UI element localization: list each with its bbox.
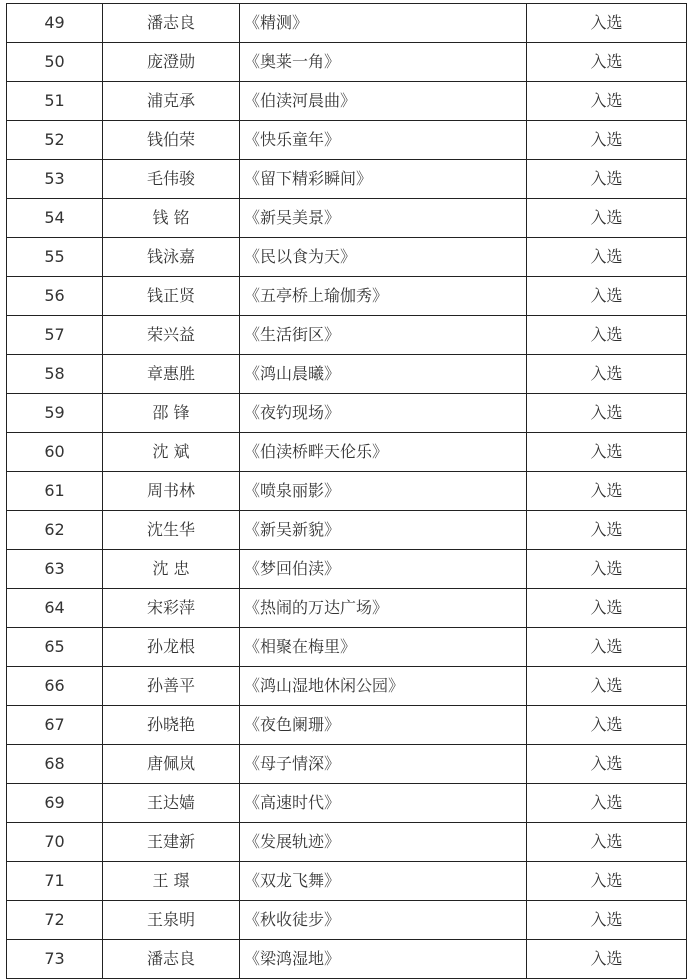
table-row (7, 628, 687, 667)
row-number-cell: 52 (7, 121, 103, 160)
work-title-cell: 《伯渎河晨曲》 (240, 82, 527, 121)
result-status-cell: 入选 (527, 316, 687, 355)
work-title-cell: 《秋收徒步》 (240, 901, 527, 940)
row-number-cell: 56 (7, 277, 103, 316)
author-name-cell: 毛伟骏 (103, 160, 240, 199)
table-row (7, 862, 687, 901)
work-title-cell: 《热闹的万达广场》 (240, 589, 527, 628)
result-status-cell: 入选 (527, 238, 687, 277)
author-name-cell: 浦克承 (103, 82, 240, 121)
table-row (7, 121, 687, 160)
table-row (7, 901, 687, 940)
result-status-cell: 入选 (527, 550, 687, 589)
table-row (7, 433, 687, 472)
author-name-cell: 钱泳嘉 (103, 238, 240, 277)
work-title-cell: 《鸿山湿地休闲公园》 (240, 667, 527, 706)
result-status-cell: 入选 (527, 784, 687, 823)
result-status-cell: 入选 (527, 394, 687, 433)
work-title-cell: 《相聚在梅里》 (240, 628, 527, 667)
author-name-cell: 荣兴益 (103, 316, 240, 355)
row-number-cell: 70 (7, 823, 103, 862)
work-title-cell: 《鸿山晨曦》 (240, 355, 527, 394)
results-table (6, 3, 687, 979)
work-title-cell: 《新吴新貌》 (240, 511, 527, 550)
work-title-cell: 《奥莱一角》 (240, 43, 527, 82)
author-name-cell: 唐佩岚 (103, 745, 240, 784)
row-number-cell: 59 (7, 394, 103, 433)
table-row (7, 199, 687, 238)
row-number-cell: 66 (7, 667, 103, 706)
author-name-cell: 周书林 (103, 472, 240, 511)
row-number-cell: 60 (7, 433, 103, 472)
table-row (7, 238, 687, 277)
result-status-cell: 入选 (527, 862, 687, 901)
row-number-cell: 54 (7, 199, 103, 238)
row-number-cell: 71 (7, 862, 103, 901)
work-title-cell: 《留下精彩瞬间》 (240, 160, 527, 199)
author-name-cell: 章惠胜 (103, 355, 240, 394)
table-row (7, 277, 687, 316)
table-row (7, 511, 687, 550)
row-number-cell: 67 (7, 706, 103, 745)
work-title-cell: 《新吴美景》 (240, 199, 527, 238)
table-row (7, 160, 687, 199)
table-row (7, 706, 687, 745)
result-status-cell: 入选 (527, 745, 687, 784)
result-status-cell: 入选 (527, 823, 687, 862)
work-title-cell: 《夜钓现场》 (240, 394, 527, 433)
table-row (7, 667, 687, 706)
author-name-cell: 潘志良 (103, 4, 240, 43)
work-title-cell: 《生活街区》 (240, 316, 527, 355)
table-row (7, 4, 687, 43)
result-status-cell: 入选 (527, 667, 687, 706)
work-title-cell: 《快乐童年》 (240, 121, 527, 160)
row-number-cell: 73 (7, 940, 103, 979)
row-number-cell: 49 (7, 4, 103, 43)
author-name-cell: 钱 铭 (103, 199, 240, 238)
work-title-cell: 《母子情深》 (240, 745, 527, 784)
row-number-cell: 57 (7, 316, 103, 355)
work-title-cell: 《喷泉丽影》 (240, 472, 527, 511)
result-status-cell: 入选 (527, 472, 687, 511)
table-row (7, 472, 687, 511)
work-title-cell: 《梦回伯渎》 (240, 550, 527, 589)
work-title-cell: 《发展轨迹》 (240, 823, 527, 862)
table-row (7, 823, 687, 862)
result-status-cell: 入选 (527, 628, 687, 667)
result-status-cell: 入选 (527, 43, 687, 82)
author-name-cell: 钱正贤 (103, 277, 240, 316)
author-name-cell: 钱伯荣 (103, 121, 240, 160)
result-status-cell: 入选 (527, 199, 687, 238)
result-status-cell: 入选 (527, 589, 687, 628)
row-number-cell: 58 (7, 355, 103, 394)
row-number-cell: 50 (7, 43, 103, 82)
table-row (7, 43, 687, 82)
row-number-cell: 51 (7, 82, 103, 121)
author-name-cell: 孙晓艳 (103, 706, 240, 745)
author-name-cell: 庞澄勋 (103, 43, 240, 82)
author-name-cell: 邵 锋 (103, 394, 240, 433)
result-status-cell: 入选 (527, 355, 687, 394)
table-row (7, 394, 687, 433)
row-number-cell: 55 (7, 238, 103, 277)
author-name-cell: 王 璟 (103, 862, 240, 901)
result-status-cell: 入选 (527, 706, 687, 745)
result-status-cell: 入选 (527, 121, 687, 160)
work-title-cell: 《夜色阑珊》 (240, 706, 527, 745)
work-title-cell: 《高速时代》 (240, 784, 527, 823)
result-status-cell: 入选 (527, 160, 687, 199)
work-title-cell: 《五亭桥上瑜伽秀》 (240, 277, 527, 316)
table-row (7, 589, 687, 628)
author-name-cell: 孙善平 (103, 667, 240, 706)
row-number-cell: 72 (7, 901, 103, 940)
work-title-cell: 《伯渎桥畔天伦乐》 (240, 433, 527, 472)
result-status-cell: 入选 (527, 940, 687, 979)
author-name-cell: 潘志良 (103, 940, 240, 979)
row-number-cell: 64 (7, 589, 103, 628)
table-row (7, 82, 687, 121)
work-title-cell: 《精测》 (240, 4, 527, 43)
result-status-cell: 入选 (527, 82, 687, 121)
row-number-cell: 65 (7, 628, 103, 667)
author-name-cell: 王建新 (103, 823, 240, 862)
result-status-cell: 入选 (527, 277, 687, 316)
table-row (7, 784, 687, 823)
author-name-cell: 孙龙根 (103, 628, 240, 667)
result-status-cell: 入选 (527, 4, 687, 43)
table-row (7, 940, 687, 979)
result-status-cell: 入选 (527, 433, 687, 472)
author-name-cell: 王达嫱 (103, 784, 240, 823)
author-name-cell: 沈 斌 (103, 433, 240, 472)
table-row (7, 550, 687, 589)
work-title-cell: 《民以食为天》 (240, 238, 527, 277)
table-row (7, 316, 687, 355)
row-number-cell: 61 (7, 472, 103, 511)
row-number-cell: 63 (7, 550, 103, 589)
row-number-cell: 53 (7, 160, 103, 199)
result-status-cell: 入选 (527, 901, 687, 940)
row-number-cell: 69 (7, 784, 103, 823)
table-row (7, 355, 687, 394)
author-name-cell: 沈 忠 (103, 550, 240, 589)
work-title-cell: 《梁鸿湿地》 (240, 940, 527, 979)
row-number-cell: 62 (7, 511, 103, 550)
row-number-cell: 68 (7, 745, 103, 784)
work-title-cell: 《双龙飞舞》 (240, 862, 527, 901)
author-name-cell: 宋彩萍 (103, 589, 240, 628)
author-name-cell: 沈生华 (103, 511, 240, 550)
author-name-cell: 王泉明 (103, 901, 240, 940)
result-status-cell: 入选 (527, 511, 687, 550)
results-body (7, 4, 687, 979)
table-row (7, 745, 687, 784)
